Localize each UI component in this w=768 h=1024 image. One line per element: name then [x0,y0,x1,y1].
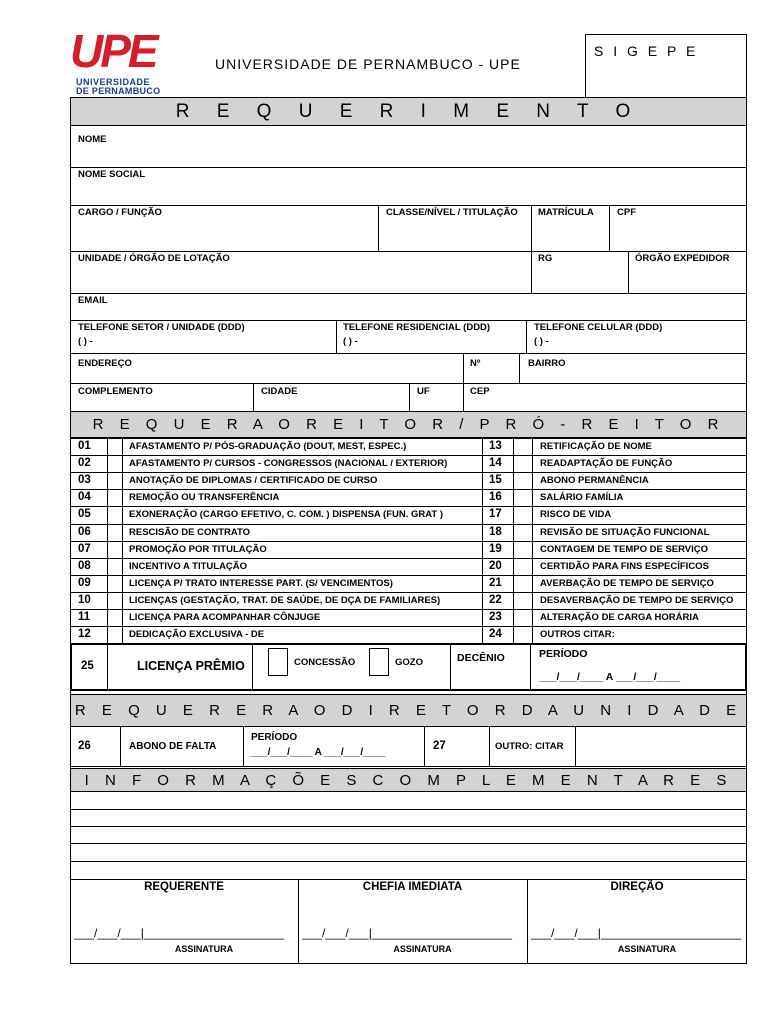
request-item[interactable]: CONTAGEM DE TEMPO DE SERVIÇO [540,544,709,555]
request-item[interactable]: AFASTAMENTO P/ CURSOS - CONGRESSOS (NACIONAL / EXTERIOR) [129,458,448,469]
request-item[interactable]: LICENÇA P/ TRATO INTERESSE PART. (S/ VENCIMENTOS) [129,578,393,589]
request-checkbox-03[interactable] [108,473,122,489]
request-number: 24 [489,628,502,640]
signature-line[interactable]: ___/___/___|_____________________ [531,926,741,940]
request-number: 02 [78,457,91,469]
logo-line-1: UNIVERSIDADE [76,77,151,87]
university-name: UNIVERSIDADE DE PERNAMBUCO - UPE [215,56,521,72]
field-endereco[interactable]: ENDEREÇO [78,358,132,369]
grid-line [70,455,747,456]
request-item[interactable]: REMOÇÃO OU TRANSFERÊNCIA [129,492,280,503]
field-cpf[interactable]: CPF [617,207,636,218]
field-cidade[interactable]: CIDADE [261,386,298,397]
request-number: 07 [78,543,91,555]
gozo-checkbox[interactable] [369,648,389,676]
form-title: R E Q U E R I M E N T O [175,101,642,122]
request-checkbox-18[interactable] [514,525,532,541]
abono-falta-label[interactable]: ABONO DE FALTA [129,741,217,752]
request-number: 20 [489,560,502,572]
request-item[interactable]: ALTERAÇÃO DE CARGA HORÁRIA [540,612,699,623]
signature-block [70,879,298,964]
request-checkbox-19[interactable] [514,542,532,558]
field-matricula[interactable]: MATRÍCULA [538,207,594,218]
grid-line [532,438,533,643]
request-number: 05 [78,508,91,520]
field-bairro[interactable]: BAIRRO [528,358,566,369]
request-item[interactable]: ANOTAÇÃO DE DIPLOMAS / CERTIFICADO DE CURSO [129,475,378,486]
request-checkbox-09[interactable] [108,576,122,592]
request-item[interactable]: EXONERAÇÃO (CARGO EFETIVO, C. COM. ) DISPENSA (FUN. GRAT ) [129,509,444,520]
request-checkbox-11[interactable] [108,610,122,626]
signature-role: CHEFIA IMEDIATA [362,881,463,893]
tel-residencial-mask: ( ) - [343,336,358,347]
request-number: 04 [78,491,91,503]
diretor-number-27: 27 [433,740,446,752]
request-item[interactable]: PROMOÇÃO POR TITULAÇÃO [129,544,267,555]
request-number: 14 [489,457,502,469]
request-checkbox-02[interactable] [108,456,122,472]
diretor-periodo-mask[interactable]: ___/___/____ A ___/___/____ [251,747,386,758]
diretor-periodo-label: PERÍODO [251,732,298,743]
field-nome-social[interactable]: NOME SOCIAL [78,169,146,180]
field-email[interactable]: EMAIL [78,295,108,306]
concessao-label: CONCESSÃO [294,657,356,668]
logo-letters: UPE [70,25,156,77]
grid-line [122,438,123,643]
diretor-number-26: 26 [78,740,91,752]
request-item[interactable]: RISCO DE VIDA [540,509,612,520]
request-checkbox-05[interactable] [108,507,122,523]
request-item[interactable]: DEDICAÇÃO EXCLUSIVA - DE [129,629,265,640]
outro-citar-label[interactable]: OUTRO: CITAR [495,741,564,752]
grid-line [70,575,747,576]
request-checkbox-15[interactable] [514,473,532,489]
diretor-band [70,694,747,727]
field-classe[interactable]: CLASSE/NÍVEL / TITULAÇÃO [386,207,518,218]
signature-block [527,879,747,964]
request-number: 15 [489,474,502,486]
concessao-checkbox[interactable] [268,648,288,676]
request-checkbox-20[interactable] [514,559,532,575]
signature-role: DIREÇÃO [610,881,664,893]
request-number: 21 [489,577,502,589]
request-checkbox-12[interactable] [108,627,122,643]
request-item[interactable]: LICENÇA PARA ACOMPANHAR CÔNJUGE [129,612,321,623]
request-item[interactable]: REVISÃO DE SITUAÇÃO FUNCIONAL [540,527,710,538]
grid-line [70,438,747,439]
premio-label: LICENÇA PRÊMIO [137,659,245,673]
request-checkbox-16[interactable] [514,490,532,506]
request-checkbox-10[interactable] [108,593,122,609]
grid-line [70,524,747,525]
premio-number: 25 [81,660,94,672]
request-number: 10 [78,594,91,606]
signature-block [298,879,527,964]
field-unidade[interactable]: UNIDADE / ÓRGÃO DE LOTAÇÃO [78,253,230,264]
request-number: 01 [78,440,91,452]
grid-line [70,609,747,610]
field-tel-residencial[interactable]: TELEFONE RESIDENCIAL (DDD) [343,322,491,333]
request-item[interactable]: READAPTAÇÃO DE FUNÇÃO [540,458,673,469]
request-number: 08 [78,560,91,572]
request-item[interactable]: OUTROS CITAR: [540,629,615,640]
request-number: 03 [78,474,91,486]
request-number: 22 [489,594,502,606]
request-item[interactable]: AFASTAMENTO P/ PÓS-GRADUAÇÃO (DOUT, MEST, ESPEC.) [129,441,407,452]
grid-line [70,506,747,507]
request-item[interactable]: RESCISÃO DE CONTRATO [129,527,251,538]
request-checkbox-21[interactable] [514,576,532,592]
reitor-band [70,411,747,438]
field-nome[interactable]: NOME [78,134,107,145]
request-checkbox-17[interactable] [514,507,532,523]
reitor-title: R E Q U E R A O R E I T O R / P R Ó - R E I T O R [92,416,725,433]
request-number: 12 [78,628,91,640]
field-orgao-expedidor[interactable]: ÓRGÃO EXPEDIDOR [635,253,730,264]
field-rg[interactable]: RG [538,253,553,264]
request-checkbox-13[interactable] [514,439,532,455]
premio-periodo-label: PERÍODO [539,648,588,660]
field-tel-setor[interactable]: TELEFONE SETOR / UNIDADE (DDD) [78,322,245,333]
request-checkbox-07[interactable] [108,542,122,558]
request-number: 09 [78,577,91,589]
request-number: 17 [489,508,502,520]
sigepe-label: S I G E P E [594,43,699,59]
request-checkbox-08[interactable] [108,559,122,575]
info-band [70,768,747,792]
grid-line [70,541,747,542]
grid-line [70,489,747,490]
request-number: 18 [489,526,502,538]
grid-line [70,626,747,627]
request-item[interactable]: DESAVERBAÇÃO DE TEMPO DE SERVIÇO [540,595,734,606]
request-checkbox-04[interactable] [108,490,122,506]
field-cargo[interactable]: CARGO / FUNÇÃO [78,207,162,218]
request-number: 13 [489,440,502,452]
signature-role: REQUERENTE [144,881,224,893]
request-number: 11 [78,611,91,623]
request-item[interactable]: INCENTIVO A TITULAÇÃO [129,561,248,572]
signature-line[interactable]: ___/___/___|_____________________ [302,926,512,940]
gozo-label: GOZO [395,657,423,668]
form-title-band [70,97,747,126]
request-checkbox-24[interactable] [514,627,532,643]
request-item[interactable]: CERTIDÃO PARA FINS ESPECÍFICOS [540,561,709,572]
logo-line-2: DE PERNAMBUCO [76,86,161,96]
signature-caption: ASSINATURA [617,944,677,954]
field-cep[interactable]: CEP [470,386,490,397]
premio-periodo-mask[interactable]: ___/___/____ A ___/___/____ [539,671,681,683]
request-checkbox-06[interactable] [108,525,122,541]
request-number: 06 [78,526,91,538]
info-lines[interactable] [70,792,747,880]
request-checkbox-23[interactable] [514,610,532,626]
grid-line [70,472,747,473]
request-item[interactable]: RETIFICAÇÃO DE NOME [540,441,652,452]
field-numero[interactable]: Nº [470,358,481,369]
field-complemento[interactable]: COMPLEMENTO [78,386,153,397]
field-uf[interactable]: UF [417,386,430,397]
request-number: 19 [489,543,502,555]
diretor-title: R E Q U E R E R A O D I R E T O R D A U N I D A D E [74,702,743,719]
request-number: 23 [489,611,502,623]
upe-logo [70,25,182,96]
signature-caption: ASSINATURA [393,944,452,954]
request-checkbox-22[interactable] [514,593,532,609]
tel-setor-mask: ( ) - [78,336,93,347]
request-item[interactable]: SALÁRIO FAMÍLIA [540,492,624,503]
info-title: I N F O R M A Ç Õ E S C O M P L E M E N T A R E S [84,772,733,789]
signature-line[interactable]: ___/___/___|_____________________ [74,926,284,940]
grid-line [70,558,747,559]
request-checkbox-14[interactable] [514,456,532,472]
signature-caption: ASSINATURA [174,944,234,954]
tel-celular-mask: ( ) - [534,336,549,347]
grid-line [482,438,483,643]
field-tel-celular[interactable]: TELEFONE CELULAR (DDD) [534,322,663,333]
request-item[interactable]: AVERBAÇÃO DE TEMPO DE SERVIÇO [540,578,714,589]
grid-line [70,592,747,593]
request-number: 16 [489,491,502,503]
request-item[interactable]: ABONO PERMANÊNCIA [540,475,649,486]
request-checkbox-01[interactable] [108,439,122,455]
sigepe-box [585,34,747,98]
request-item[interactable]: LICENÇAS (GESTAÇÃO, TRAT. DE SAÚDE, DE DÇA DE FAMILIARES) [129,595,441,606]
decenio-label[interactable]: DECÊNIO [457,652,505,664]
